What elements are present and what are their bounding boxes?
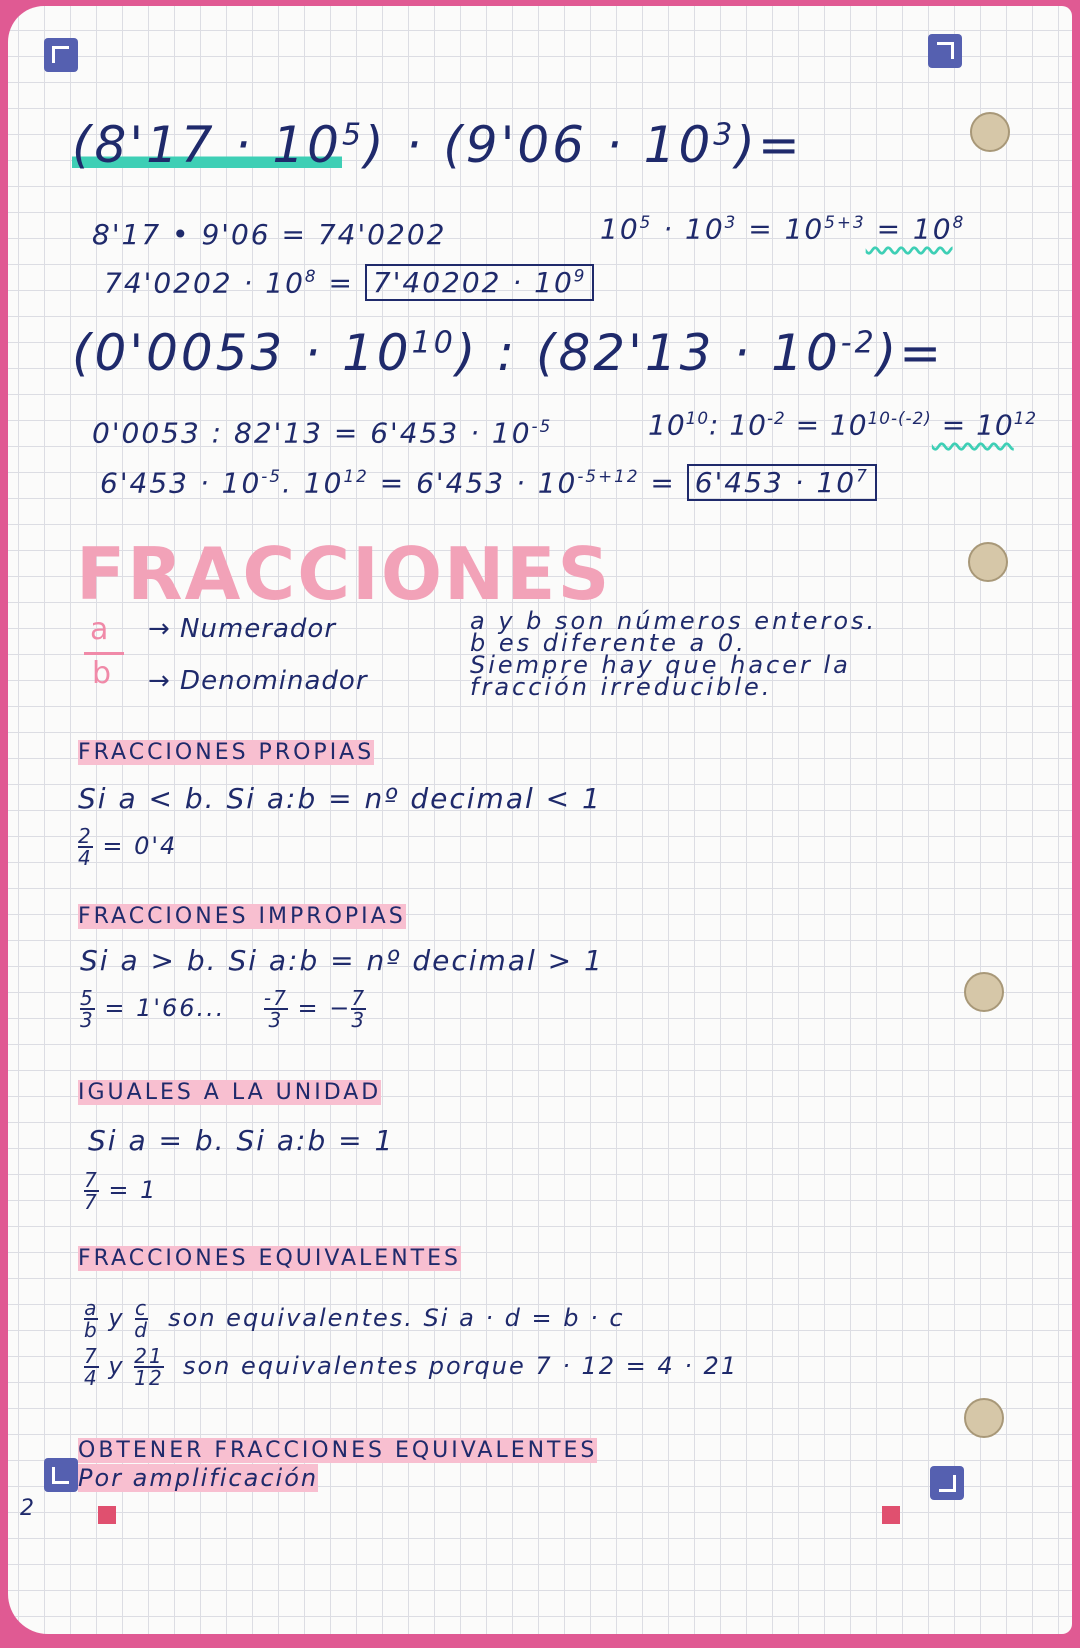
denominator-letter: b: [92, 656, 114, 691]
fraction-notes: a y b son números enteros. b es diferente a 0. Siempre hay que hacer la fracción irreducible.: [470, 607, 878, 701]
problem-1-result: $7'40202 \cdot 10^9$: [365, 264, 595, 301]
problem-1-step-3: $74'0202 \cdot 10^8 = 7'40202 \cdot 10^9$: [104, 266, 594, 299]
heading-impropias: FRACCIONES IMPROPIAS: [78, 904, 406, 929]
propias-example: $\frac{2}{4}$ = 0'4: [78, 824, 178, 870]
problem-1-expression: $(8'17 \cdot 10^5) \cdot (9'06 \cdot 10^3)=$: [72, 116, 803, 174]
obtener-subheading: Por amplificación: [78, 1464, 319, 1492]
problem-2-step-3: $6'453 \cdot 10^{-5}$. $10^{12} = 6'453 \cdot 10^{-5+12} = 6'453 \cdot 10^7$: [100, 466, 877, 499]
numerador-label: → Numerador: [148, 614, 337, 644]
corner-mark-icon: [44, 38, 78, 72]
fraction-bar: [84, 652, 124, 655]
heading-obtener: OBTENER FRACCIONES EQUIVALENTES: [78, 1438, 598, 1463]
impropias-rule: Si a > b. Si a:b = nº decimal > 1: [80, 944, 604, 977]
heading-propias: FRACCIONES PROPIAS: [78, 740, 375, 765]
unidad-example: $\frac{7}{7}$ = 1: [84, 1168, 158, 1214]
equivalentes-rule: $\frac{a}{b}$ y $\frac{c}{d}$ son equivalentes. Si a · d = b · c: [84, 1296, 625, 1342]
heading-unidad: IGUALES A LA UNIDAD: [78, 1080, 382, 1105]
corner-mark-icon: [928, 34, 962, 68]
equivalentes-example: $\frac{7}{4}$ y $\frac{21}{12}$ son equivalentes porque 7 · 12 = 4 · 21: [84, 1344, 739, 1390]
numerator-letter: a: [90, 612, 111, 647]
problem-2-result: $6'453 \cdot 10^7$: [687, 464, 877, 501]
denominador-label: → Denominador: [148, 666, 368, 696]
pink-square-icon: [98, 1506, 116, 1524]
problem-2-step-2: $10^{10}$: $10^{-2} = 10^{10-(-2)} = 10^{12}$: [648, 408, 1038, 442]
problem-2-step-1: 0'0053 : $82'13 = 6'453 \cdot 10^{-5}$: [92, 416, 553, 450]
problem-1-step-1: 8'17 • 9'06 = 74'0202: [92, 218, 447, 251]
heading-equivalentes: FRACCIONES EQUIVALENTES: [78, 1246, 461, 1271]
binder-hole: [968, 542, 1008, 582]
binder-hole: [970, 112, 1010, 152]
notebook-page: [8, 6, 1072, 1634]
pink-square-icon: [882, 1506, 900, 1524]
page-number: 2: [20, 1496, 36, 1521]
propias-rule: Si a < b. Si a:b = nº decimal < 1: [78, 782, 602, 815]
corner-mark-icon: [930, 1466, 964, 1500]
problem-1-step-2: $10^5 \cdot 10^3 = 10^{5+3} = 10^8$: [600, 212, 966, 246]
corner-mark-icon: [44, 1458, 78, 1492]
section-title: FRACCIONES: [76, 532, 612, 616]
problem-2-expression: $(0'0053 \cdot 10^{10})$ : $(82'13 \cdot 10^{-2})=$: [72, 324, 945, 382]
binder-hole: [964, 972, 1004, 1012]
unidad-rule: Si a = b. Si a:b = 1: [88, 1124, 395, 1157]
impropias-example: $\frac{5}{3}$ = 1'66... $\frac{-7}{3}$ = − $\frac{7}{3}$: [80, 986, 367, 1032]
binder-hole: [964, 1398, 1004, 1438]
